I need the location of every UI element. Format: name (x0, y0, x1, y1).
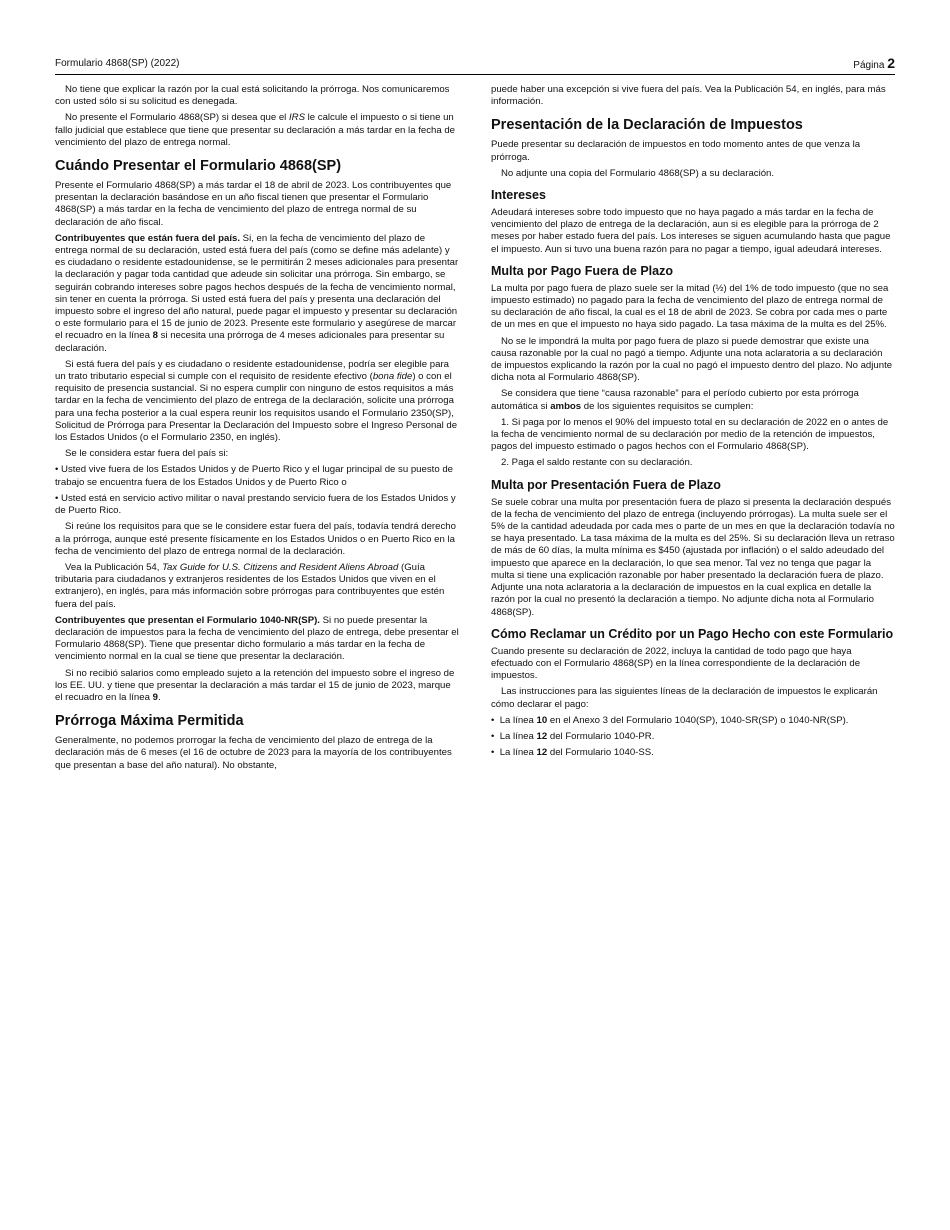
maxima-paragraph: Generalmente, no podemos prorrogar la fecha de vencimiento del plazo de entrega de la declaración más de 6 meses (el 16 de octubre de 2023 para la mayoría de los contribuyentes que presentan a base del año natural). No obstante, (55, 735, 452, 771)
pub-text-a: Vea la Publicación 54, (65, 561, 163, 573)
heading-cuando-presentar: Cuándo Presentar el Formulario 4868(SP) (55, 158, 342, 175)
heading-multa-presentacion: Multa por Presentación Fuera de Plazo (491, 477, 721, 492)
fuera-pais-paragraph (55, 233, 459, 355)
salarios-text-b: . (157, 691, 161, 703)
heading-credito: Cómo Reclamar un Crédito por un Pago Hecho con este Formulario (491, 626, 894, 641)
salarios-paragraph (55, 668, 459, 705)
1040nr-text: Si no puede presentar la declaración de impuestos para la fecha de vencimiento del plazo de entrega, debe presentar el Formulario 4868(SP). Tiene que presentar dicho formulario a más tardar en la fecha de vencimiento normal en la cual se tiene que presentar la declaración. (55, 614, 459, 663)
causa-razonable-paragraph (491, 388, 895, 412)
intro-paragraph-1: No tiene que explicar la razón por la cual está solicitando la prórroga. Nos comunicaremos con usted sólo si su solicitud es denegada. (55, 84, 450, 108)
1040nr-bold: Contribuyentes que presentan el Formulario 1040-NR(SP). (55, 614, 320, 626)
multa-pago-paragraph-2: No se le impondrá la multa por pago fuera de plazo si puede demostrar que existe una causa razonable por la cual no pagó a tiempo. Adjunte una nota aclaratoria a su declaración de impuestos explicando la razón por la cual no pagó el impuesto dentro del plazo. No adjunte dicha nota al Formulario 4868(SP). (491, 335, 893, 384)
bullet-item-1: • Usted vive fuera de los Estados Unidos y de Puerto Rico y el lugar principal de su puesto de trabajo se encuentra fuera de los Estados Unidos y de Puerto Rico o (55, 464, 453, 488)
reune-paragraph: Si reúne los requisitos para que se le considere estar fuera del país, todavía tendrá derecho a la prórroga, aunque esté presente físicamente en los Estados Unidos o en Puerto Rico en la fecha de vencimiento del plazo de entrega normal de la declaración. (55, 521, 456, 557)
presentacion-paragraph-1: Puede presentar su declaración de impuestos en todo momento antes de que venza la prórroga. (491, 139, 861, 163)
page-label: Página (853, 60, 885, 71)
considera-paragraph: Se le considera estar fuera del país si: (65, 448, 229, 460)
continuation-paragraph: puede haber una excepción si vive fuera del país. Vea la Publicación 54, en inglés, para más información. (491, 84, 886, 108)
multa-presentacion-paragraph: Se suele cobrar una multa por presentación fuera de plazo si presenta la declaración después de la fecha de vencimiento del plazo de entrega (incluyendo prórrogas). La multa suele ser el 5% de la cantidad adeudada por cada mes o parte de un mes en que la declaración todavía no se haya presentado. La tasa máxima de la multa es del 25%. Si su declaración lleva un retraso de más de 60 días, la multa mínima es $450 (ajustada por inflación) o el saldo adeudado del impuesto que aparece en la declaración, lo que sea menor. Tal vez no tenga que pagar la multa si tiene una explicación razonable por haber presentado la declaración fuera de plazo. Adjunte una nota aclaratoria a la declaración de impuestos en la cual explica en detalle la razón por la cual no presentó la declaración a tiempo. No adjunte dicha nota al Formulario 4868(SP). (491, 496, 895, 618)
numbered-item-2: 2. Paga el saldo restante con su declaración. (501, 457, 693, 469)
left-column (55, 84, 459, 776)
ciudadano-paragraph (55, 359, 459, 444)
pub-text-b: (Guía tributaria para ciudadanos y extranjeros residentes de los Estados Unidos que viven en el extranjero), en inglés, para más información sobre prórrogas para contribuyentes que estén fuera del país. (55, 561, 445, 610)
li3-text-a: La línea (499, 747, 537, 759)
li1-number: 10 (536, 714, 548, 726)
numbered-item-1: 1. Si paga por lo menos el 90% del impuesto total en su declaración de 2022 en o antes de la fecha de vencimiento normal de su declaración por medio de la retención de impuestos, pagos del impuesto estimado o pagos hechos con el Formulario 4868(SP). (491, 416, 889, 453)
irs-text: IRS (288, 112, 305, 124)
credito-paragraph-2: Las instrucciones para las siguientes líneas de la declaración de impuestos le explicarán cómo declarar el pago: (491, 686, 878, 710)
line-9-ref: 9 (152, 691, 158, 703)
page-header (55, 55, 895, 73)
li2-text-a: La línea (499, 730, 537, 742)
intro-paragraph-2 (55, 112, 459, 149)
heading-multa-pago: Multa por Pago Fuera de Plazo (491, 263, 673, 278)
fuera-pais-bold: Contribuyentes que están fuera del país. (55, 232, 240, 244)
list-item-line-12-pr: • La línea 12 del Formulario 1040-PR. (491, 730, 655, 742)
ciud-text-a: Si está fuera del país y es ciudadano o residente estadounidense, podría ser elegible para un trato tributario especial si cumple con el requisito de residente efectivo ( (55, 358, 450, 383)
causa-text-a: Se considera que tiene “causa razonable” para el período cubierto por esta prórroga automática si (491, 388, 859, 412)
causa-text-b: de los siguientes requisitos se cumplen: (581, 400, 754, 412)
heading-prorroga-maxima: Prórroga Máxima Permitida (55, 713, 244, 730)
li3-text-b: del Formulario 1040-SS. (547, 747, 654, 759)
intro2-text-a: No presente el Formulario 4868(SP) si desea que el (65, 112, 289, 124)
presentacion-paragraph-2: No adjunte una copia del Formulario 4868(SP) a su declaración. (501, 167, 775, 179)
heading-presentacion: Presentación de la Declaración de Impuestos (491, 117, 803, 134)
bullet-item-2: • Usted está en servicio activo militar o naval prestando servicio fuera de los Estados Unidos y de Puerto Rico. (55, 492, 456, 517)
li3-number: 12 (536, 747, 548, 759)
li1-text-a: La línea (499, 714, 537, 726)
li2-number: 12 (536, 730, 548, 742)
li2-text-b: del Formulario 1040-PR. (547, 730, 655, 742)
list-item-line-10: • La línea 10 en el Anexo 3 del Formulario 1040(SP), 1040-SR(SP) o 1040-NR(SP). (491, 714, 849, 726)
pub-title: Tax Guide for U.S. Citizens and Resident Aliens Abroad (162, 561, 399, 573)
li1-text-b: en el Anexo 3 del Formulario 1040(SP), 1040-SR(SP) o 1040-NR(SP). (547, 714, 849, 726)
page-number: 2 (887, 55, 895, 71)
intereses-paragraph: Adeudará intereses sobre todo impuesto que no haya pagado a más tardar en la fecha de vencimiento del plazo de entrega de la declaración, aun si es elegible para la prórroga de 2 meses por haber estado fuera del país. Los intereses se siguen acumulando hasta que pague el impuesto. Aun si tuvo una buena razón para no pagar a tiempo, igual adeudará intereses. (491, 207, 891, 255)
cuando-paragraph: Presente el Formulario 4868(SP) a más tardar el 18 de abril de 2023. Los contribuyentes que presentan la declaración basándose en un año fiscal tienen que presentar el Formulario 4868(SP) a más tardar en la fecha de vencimiento del plazo de entrega normal de su declaración de año fiscal. (55, 180, 452, 228)
fuera-text-a: Si, en la fecha de vencimiento del plazo de entrega normal de su declaración, usted está fuera del país (como se define más adelante) y es ciudadano o residente estadounidense, se le permitirán 2 meses adicionales para presentar la declaración y pagar toda cantidad que adeude sin solicitar una prórroga. Sin embargo, se seguirán cobrando intereses sobre pagos hechos después de la fecha de vencimiento normal, sin tener en cuenta la prórroga. Si usted está fuera del país y presenta una declaración del impuesto sobre el ingreso del año natural, puede pagar el impuesto y presentar su declaración o este formulario para el 15 de junio de 2023. Presente este formulario y asegúrese de marcar el recuadro en la línea (55, 232, 459, 342)
credito-paragraph-1: Cuando presente su declaración de 2022, incluya la cantidad de todo pago que haya efectuado con el Formulario 4868(SP) en la línea correspondiente de la declaración de impuestos. (491, 645, 861, 682)
1040nr-paragraph (55, 615, 459, 664)
heading-intereses: Intereses (491, 188, 546, 203)
form-title: Formulario 4868(SP) (2022) (55, 58, 180, 69)
bona-fide-text: bona fide (372, 371, 413, 383)
ciud-text-b: ) o con el requisito de presencia sustancial. Si no espera cumplir con ninguno de estos requisitos a más tardar en la fecha de vencimiento del plazo de entrega de la declaración, solicite una prórroga para una fecha posterior a la cual espera reunir los requisitos usando el Formulario 2350(SP), Solicitud de Prórroga para Presentar la Declaración del Impuesto sobre el Ingreso Personal de los Estados Unidos (o el Formulario 2350, en inglés). (55, 371, 458, 444)
fuera-text-b: si necesita una prórroga de 4 meses adicionales para presentar su declaración. (55, 330, 445, 354)
ambos-text: ambos (550, 400, 582, 412)
right-column (491, 84, 895, 763)
salarios-text-a: Si no recibió salarios como empleado sujeto a la retención del impuesto sobre el ingreso de los EE. UU. y tiene que presentar la declaración a más tardar el 15 de junio de 2023, marque el recuadro en la línea (55, 667, 455, 703)
multa-pago-paragraph-1: La multa por pago fuera de plazo suele ser la mitad (½) del 1% de todo impuesto (que no sea impuesto estimado) no pagado para la fecha de vencimiento del plazo de entrega normal de su declaración de año fiscal, la cual es el 18 de abril de 2023. Se cobra por cada mes o parte de un mes en que el impuesto no haya sido pagado. La tasa máxima de la multa es del 25%. (491, 282, 889, 331)
page-number-label (853, 55, 895, 71)
line-8-ref: 8 (152, 330, 158, 342)
list-item-line-12-ss: • La línea 12 del Formulario 1040-SS. (491, 747, 654, 759)
header-rule (55, 74, 895, 75)
intro2-text-b: le calcule el impuesto o si tiene un fallo judicial que establece que tiene que presentar su declaración a más tardar en la fecha de vencimiento del plazo de entrega normal. (55, 112, 455, 148)
publicacion-paragraph (55, 562, 459, 611)
